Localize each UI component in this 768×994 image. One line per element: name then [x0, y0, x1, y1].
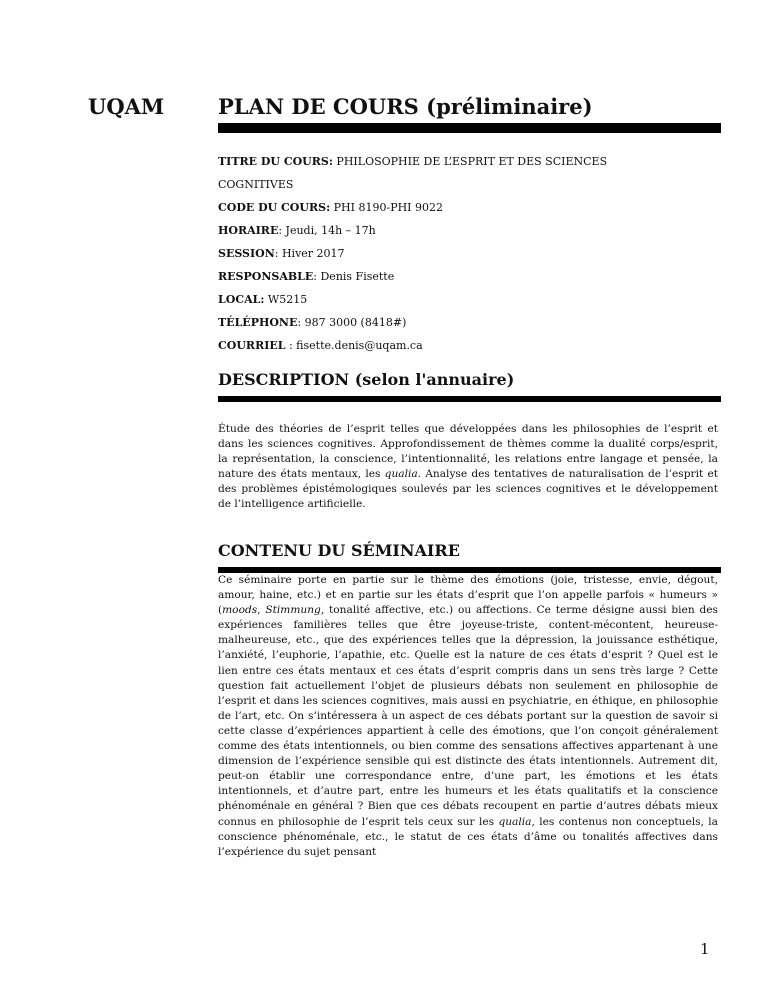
- info-label: COURRIEL: [218, 339, 286, 352]
- info-value: : 987 3000 (8418#): [297, 316, 407, 329]
- title-divider: [218, 123, 721, 133]
- contenu-part: ,: [257, 604, 266, 617]
- info-value: : Denis Fisette: [313, 270, 395, 283]
- page-number: 1: [700, 940, 710, 958]
- qualia-term: qualia: [498, 815, 532, 828]
- stimmung-term: Stimmung: [265, 604, 321, 617]
- info-label: TITRE DU COURS:: [218, 155, 333, 168]
- info-row-room: [218, 288, 718, 311]
- page-title: PLAN DE COURS (préliminaire): [218, 94, 593, 119]
- contenu-part: , les contenus non conceptuels, la conscience phénoménale, etc., le statut de ces états d’âme ou tonalités affectives dans l’expérience du sujet pensant: [218, 815, 718, 858]
- info-row-code: [218, 196, 718, 219]
- info-row-session: [218, 242, 718, 265]
- description-divider: [218, 396, 721, 402]
- info-row-email: [218, 334, 718, 357]
- info-row-instructor: [218, 265, 718, 288]
- description-heading: DESCRIPTION (selon l'annuaire): [218, 370, 515, 389]
- info-label: CODE DU COURS:: [218, 201, 331, 214]
- info-value: PHILOSOPHIE DE L’ESPRIT ET DES SCIENCES: [336, 155, 608, 168]
- info-label: LOCAL:: [218, 293, 265, 306]
- description-part: Étude des théories de l’esprit telles que développées dans les philosophies de l’esprit et dans les sciences cognitives. Approfondissement de thèmes comme la dualité corps/esprit, la représentation, la conscience, l’intentionnalité, les relations entre langage et pensée, la nature des états mentaux, les: [218, 423, 718, 481]
- info-value: : Hiver 2017: [274, 247, 345, 260]
- info-label: RESPONSABLE: [218, 270, 314, 283]
- info-label: HORAIRE: [218, 224, 279, 237]
- qualia-term: qualia: [384, 468, 418, 481]
- moods-term: moods: [222, 604, 258, 617]
- info-value: W5215: [267, 293, 308, 306]
- description-text: [218, 422, 718, 513]
- contenu-part: , tonalité affective, etc.) ou affections. Ce terme désigne aussi bien des expériences familières telles que être joyeuse-triste, content-mécontent, heureuse-malheureuse, etc., que des expériences telles que la dépression, la jouissance esthétique, l’anxiété, l’euphorie, l’apathie, etc. Quelle est la nature de ces états d’esprit ? Quel est le lien entre ces états mentaux et ces états d’esprit compris dans un sens très large ? Cette question fait actuellement l’objet de plusieurs débats non seulement en philosophie de l’esprit et dans les sciences cognitives, mais aussi en psychiatrie, en éthique, en philosophie de l’art, etc. On s’intéressera à un aspect de ces débats portant sur la question de savoir si cette classe d’expériences appartient à celle des émotions, que l’on conçoit généralement comme des états intentionnels, ou bien comme des sensations affectives appartenant à une dimension de l’expérience sensible qui est distincte des états intentionnels. Autrement dit, peut-on établir une correspondance entre, d’une part, les émotions et les états intentionnels, et d’autre part, entre les humeurs et les états qualitatifs et la conscience phénoménale en général ? Bien que ces débats recoupent en partie d’autres débats mieux connus en philosophie de l’esprit tels ceux sur les: [218, 604, 718, 828]
- info-value-cont: COGNITIVES: [218, 178, 294, 191]
- contenu-text: [218, 573, 718, 860]
- info-value: PHI 8190-PHI 9022: [333, 201, 444, 214]
- info-label: SESSION: [218, 247, 275, 260]
- contenu-part: Ce séminaire porte en partie sur le thème des émotions (joie, tristesse, envie, dégout, amour, haine, etc.) et en partie sur les états d’esprit que l’on appelle parfois « humeurs » (: [218, 574, 718, 617]
- contenu-heading: CONTENU DU SÉMINAIRE: [218, 541, 460, 560]
- info-value: : Jeudi, 14h – 17h: [278, 224, 376, 237]
- info-row-phone: [218, 311, 718, 334]
- institution-name: UQAM: [88, 94, 165, 119]
- course-info: [218, 150, 718, 357]
- info-label: TÉLÉPHONE: [218, 316, 298, 329]
- info-row-title: [218, 150, 718, 196]
- email-link[interactable]: : fisette.denis@uqam.ca: [288, 339, 423, 352]
- info-row-schedule: [218, 219, 718, 242]
- description-part: . Analyse des tentatives de naturalisation de l’esprit et des problèmes épistémologiques soulevés par les sciences cognitives et le développement de l’intelligence artificielle.: [218, 468, 718, 511]
